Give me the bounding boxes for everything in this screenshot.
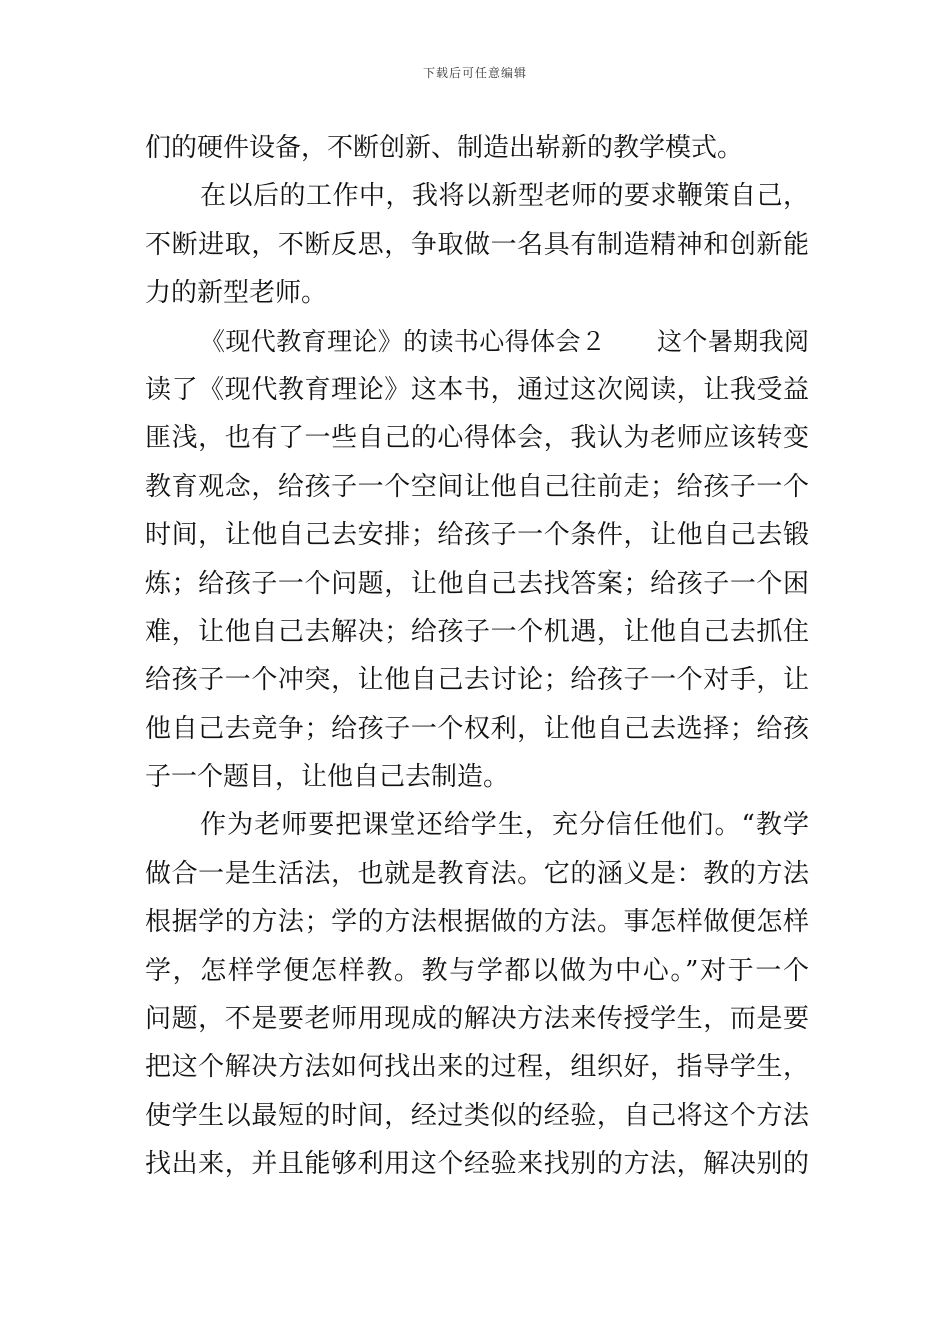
text-line: 做合一是生活法，也就是教育法。它的涵义是：教的方法 — [145, 858, 809, 889]
text-line: 子一个题目，让他自己去制造。 — [145, 762, 510, 793]
text-line: 他自己去竞争；给孩子一个权利，让他自己去选择；给孩 — [145, 713, 809, 744]
text-line: 教育观念，给孩子一个空间让他自己往前走；给孩子一个 — [145, 471, 809, 502]
text-line: 问题，不是要老师用现成的解决方法来传授学生，而是要 — [145, 1004, 809, 1035]
text-line: 难，让他自己去解决；给孩子一个机遇，让他自己去抓住 — [145, 616, 809, 647]
text-line: 炼；给孩子一个问题，让他自己去找答案；给孩子一个困 — [145, 568, 809, 599]
text-line: 力的新型老师。 — [145, 278, 328, 309]
text-line: 们的硬件设备，不断创新、制造出崭新的教学模式。 — [145, 133, 744, 163]
text-line: 使学生以最短的时间，经过类似的经验，自己将这个方法 — [145, 1100, 809, 1131]
text-line: 匪浅，也有了一些自己的心得体会，我认为老师应该转变 — [145, 423, 809, 454]
text-line: 根据学的方法；学的方法根据做的方法。事怎样做便怎样 — [145, 907, 809, 938]
paragraph-first-line: 《现代教育理论》的读书心得体会２ 这个暑期我阅 — [200, 326, 809, 356]
paragraph-first-line: 在以后的工作中，我将以新型老师的要求鞭策自己， — [200, 181, 809, 212]
text-line: 读了《现代教育理论》这本书，通过这次阅读，让我受益 — [145, 374, 809, 405]
text-line: 学，怎样学便怎样教。教与学都以做为中心。”对于一个 — [145, 955, 809, 986]
text-line: 不断进取，不断反思，争取做一名具有制造精神和创新能 — [145, 229, 809, 260]
page-header: 下载后可任意编辑 — [422, 66, 527, 80]
text-line: 把这个解决方法如何找出来的过程，组织好，指导学生， — [145, 1052, 809, 1083]
body-text — [145, 124, 809, 1189]
text-line: 时间，让他自己去安排；给孩子一个条件，让他自己去锻 — [145, 520, 809, 551]
text-line: 给孩子一个冲突，让他自己去讨论；给孩子一个对手，让 — [145, 665, 809, 696]
paragraph-first-line: 作为老师要把课堂还给学生，充分信任他们。“教学 — [200, 810, 809, 841]
text-line: 找出来，并且能够利用这个经验来找别的方法，解决别的 — [145, 1149, 809, 1180]
